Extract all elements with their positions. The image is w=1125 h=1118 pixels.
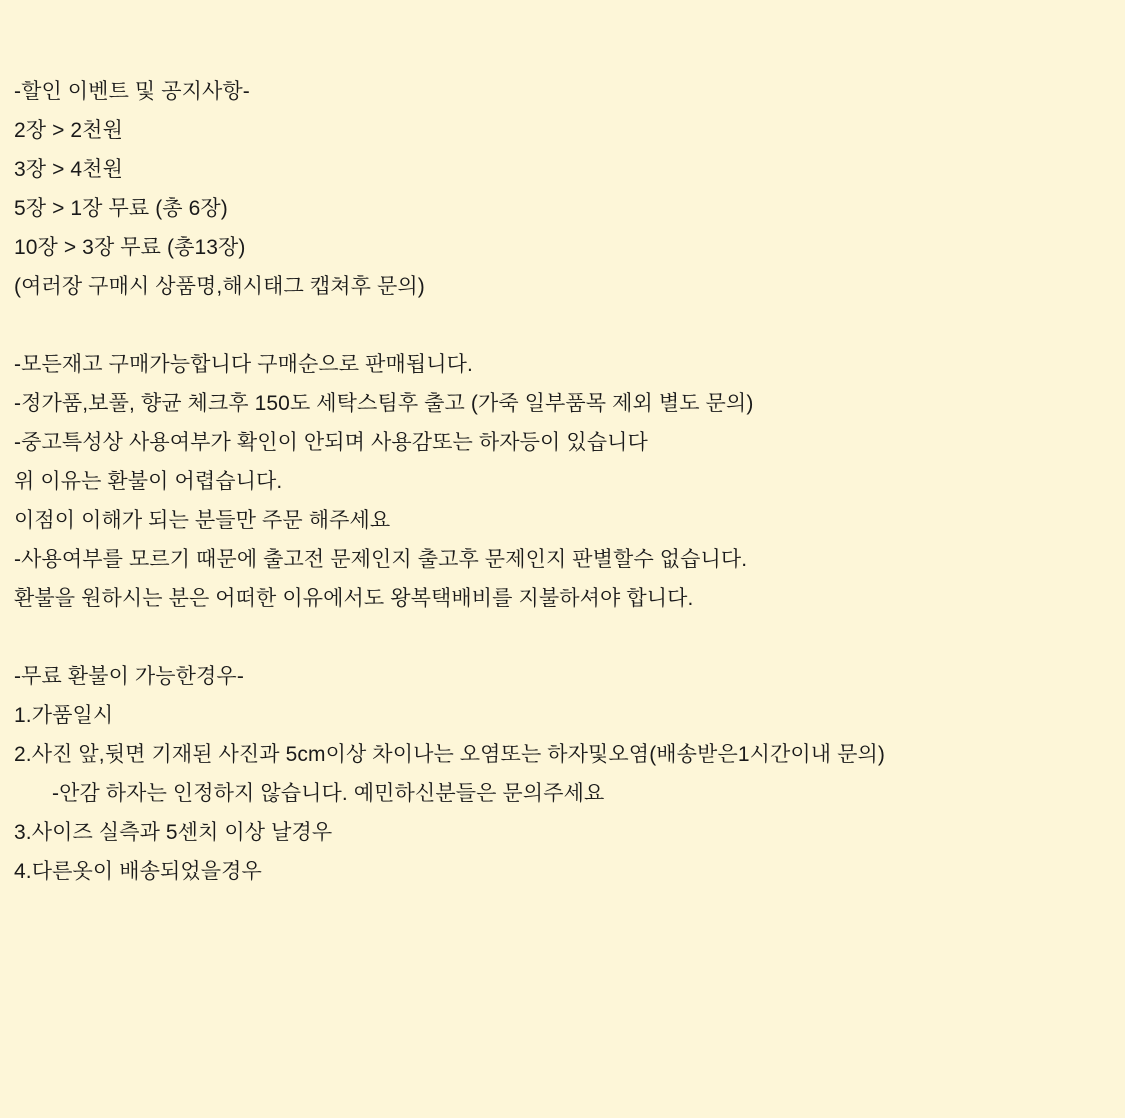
notice-line: -모든재고 구매가능합니다 구매순으로 판매됩니다. bbox=[14, 353, 473, 376]
notice-line: (여러장 구매시 상품명,해시태그 캡쳐후 문의) bbox=[14, 275, 425, 298]
section-event-notice bbox=[14, 72, 1111, 306]
notice-line: 이점이 이해가 되는 분들만 주문 해주세요 bbox=[14, 509, 391, 532]
notice-line: 3.사이즈 실측과 5센치 이상 날경우 bbox=[14, 821, 333, 844]
notice-line: -중고특성상 사용여부가 확인이 안되며 사용감또는 하자등이 있습니다 bbox=[14, 431, 648, 454]
notice-line: -정가품,보풀, 향균 체크후 150도 세탁스팀후 출고 (가죽 일부품목 제외 별도 문의) bbox=[14, 392, 754, 415]
section-divider bbox=[14, 306, 1111, 345]
notice-line: 4.다른옷이 배송되었을경우 bbox=[14, 860, 262, 883]
notice-line: 환불을 원하시는 분은 어떠한 이유에서도 왕복택배비를 지불하셔야 합니다. bbox=[14, 587, 694, 610]
section-stock-and-condition bbox=[14, 345, 1111, 618]
notice-line: 10장 > 3장 무료 (총13장) bbox=[14, 236, 246, 259]
notice-line: -할인 이벤트 및 공지사항- bbox=[14, 80, 250, 103]
notice-line: 2장 > 2천원 bbox=[14, 119, 123, 142]
notice-line: 5장 > 1장 무료 (총 6장) bbox=[14, 197, 228, 220]
notice-line: -무료 환불이 가능한경우- bbox=[14, 665, 244, 688]
notice-line: -안감 하자는 인정하지 않습니다. 예민하신분들은 문의주세요 bbox=[52, 782, 605, 805]
notice-line: 위 이유는 환불이 어렵습니다. bbox=[14, 470, 283, 493]
notice-line: 1.가품일시 bbox=[14, 704, 114, 727]
section-free-refund-cases bbox=[14, 657, 1111, 891]
notice-line: -사용여부를 모르기 때문에 출고전 문제인지 출고후 문제인지 판별할수 없습니다. bbox=[14, 548, 748, 571]
section-divider bbox=[14, 618, 1111, 657]
notice-line: 3장 > 4천원 bbox=[14, 158, 123, 181]
notice-line: 2.사진 앞,뒷면 기재된 사진과 5cm이상 차이나는 오염또는 하자및오염(배송받은1시간이내 문의) bbox=[14, 743, 885, 766]
